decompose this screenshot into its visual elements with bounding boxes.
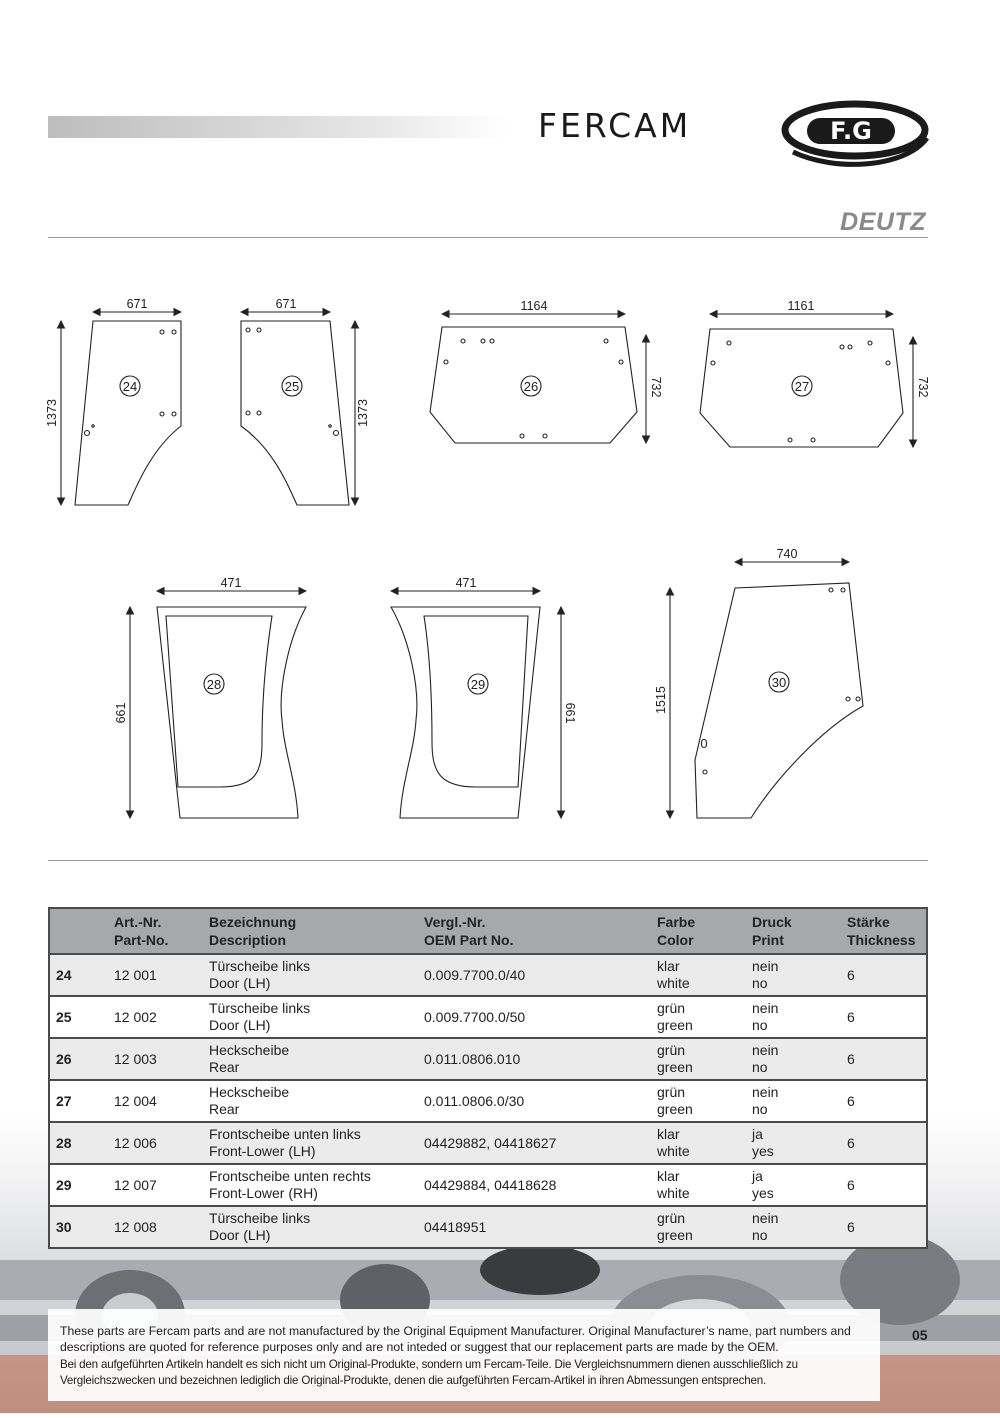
header-description: Bezeichnung Description — [203, 908, 418, 954]
dim-28-height: 661 — [114, 702, 128, 724]
thickness: 6 — [841, 1206, 927, 1248]
dim-25-width: 671 — [275, 297, 297, 311]
part-number: 12 003 — [108, 1038, 203, 1080]
table-row — [49, 1038, 927, 1080]
header-num — [49, 908, 108, 954]
dim-29-height: 661 — [563, 702, 577, 724]
brand-title: DEUTZ — [840, 208, 926, 236]
row-number: 24 — [49, 954, 108, 996]
color: grün green — [651, 996, 746, 1038]
part-number: 12 001 — [108, 954, 203, 996]
oem-number: 04429882, 04418627 — [418, 1122, 651, 1164]
page-number: 05 — [912, 1327, 928, 1343]
table-header-row — [49, 908, 927, 954]
label-27: 27 — [794, 379, 810, 394]
dim-30-height: 1515 — [654, 686, 668, 714]
thickness: 6 — [841, 1164, 927, 1206]
row-number: 29 — [49, 1164, 108, 1206]
dim-26-width: 1164 — [520, 299, 548, 313]
logo-text: FERCAM — [538, 106, 692, 145]
description: Frontscheibe unten rechts Front-Lower (RH) — [203, 1164, 418, 1206]
oem-number: 04429884, 04418628 — [418, 1164, 651, 1206]
header-thickness: Stärke Thickness — [841, 908, 927, 954]
mark-30: 0 — [700, 736, 708, 751]
oem-number: 04418951 — [418, 1206, 651, 1248]
disclaimer-english: These parts are Fercam parts and are not manufactured by the Original Equipment Manufacturer. Original Manufacturer’s name, part numbers and descriptions are quoted for reference purposes only and are not inteded or suggest that our replacement parts are made by the OEM. — [60, 1324, 851, 1354]
print: nein no — [746, 1080, 841, 1122]
part-number: 12 006 — [108, 1122, 203, 1164]
table-row — [49, 1164, 927, 1206]
color: klar white — [651, 1164, 746, 1206]
row-number: 26 — [49, 1038, 108, 1080]
label-28: 28 — [206, 677, 222, 692]
thickness: 6 — [841, 1038, 927, 1080]
description: Heckscheibe Rear — [203, 1038, 418, 1080]
dim-24-height: 1373 — [45, 399, 59, 427]
dim-25-height: 1373 — [356, 399, 370, 427]
label-29: 29 — [470, 677, 486, 692]
label-26: 26 — [523, 379, 539, 394]
header-print: Druck Print — [746, 908, 841, 954]
color: grün green — [651, 1038, 746, 1080]
part-number: 12 008 — [108, 1206, 203, 1248]
header-oem: Vergl.-Nr. OEM Part No. — [418, 908, 651, 954]
dim-24-width: 671 — [126, 297, 148, 311]
disclaimer-box — [48, 1309, 880, 1401]
dim-27-width: 1161 — [787, 299, 815, 313]
oem-number: 0.009.7700.0/50 — [418, 996, 651, 1038]
disclaimer-german: Bei den aufgeführten Artikeln handelt es sich nicht um Original-Produkte, sondern um Fercam-Teile. Die Vergleichsnummern dienen ausschließlich zu Vergleichszwecken und bezeichnen lediglich die Original-Produkte, denen die aufgeführten Fercam-Artikel in ihren Abmessungen entsprechen. — [60, 1358, 798, 1387]
print: nein no — [746, 954, 841, 996]
part-number: 12 007 — [108, 1164, 203, 1206]
part-number: 12 002 — [108, 996, 203, 1038]
table-row — [49, 1080, 927, 1122]
color: klar white — [651, 954, 746, 996]
label-30: 30 — [771, 675, 787, 690]
print: nein no — [746, 1038, 841, 1080]
dim-26-height: 732 — [649, 376, 663, 398]
thickness: 6 — [841, 996, 927, 1038]
section-rule — [48, 860, 928, 861]
logo-badge: F.G — [830, 117, 872, 145]
oem-number: 0.011.0806.010 — [418, 1038, 651, 1080]
header-color: Farbe Color — [651, 908, 746, 954]
row-number: 27 — [49, 1080, 108, 1122]
row-number: 30 — [49, 1206, 108, 1248]
table-row — [49, 1206, 927, 1248]
description: Frontscheibe unten links Front-Lower (LH) — [203, 1122, 418, 1164]
header-part-no: Art.-Nr. Part-No. — [108, 908, 203, 954]
oem-number: 0.009.7700.0/40 — [418, 954, 651, 996]
label-24: 24 — [122, 379, 138, 394]
label-25: 25 — [284, 379, 300, 394]
color: grün green — [651, 1206, 746, 1248]
part-number: 12 004 — [108, 1080, 203, 1122]
oem-number: 0.011.0806.0/30 — [418, 1080, 651, 1122]
dim-30-width: 740 — [776, 547, 798, 561]
description: Türscheibe links Door (LH) — [203, 996, 418, 1038]
table-row — [49, 954, 927, 996]
print: nein no — [746, 1206, 841, 1248]
print: nein no — [746, 996, 841, 1038]
thickness: 6 — [841, 954, 927, 996]
description: Türscheibe links Door (LH) — [203, 1206, 418, 1248]
row-number: 25 — [49, 996, 108, 1038]
dim-27-height: 732 — [916, 376, 930, 398]
print: ja yes — [746, 1122, 841, 1164]
description: Heckscheibe Rear — [203, 1080, 418, 1122]
color: grün green — [651, 1080, 746, 1122]
print: ja yes — [746, 1164, 841, 1206]
row-number: 28 — [49, 1122, 108, 1164]
parts-table — [48, 907, 928, 1249]
color: klar white — [651, 1122, 746, 1164]
thickness: 6 — [841, 1080, 927, 1122]
description: Türscheibe links Door (LH) — [203, 954, 418, 996]
thickness: 6 — [841, 1122, 927, 1164]
dim-29-width: 471 — [455, 576, 477, 590]
table-row — [49, 1122, 927, 1164]
dim-28-width: 471 — [220, 576, 242, 590]
table-row — [49, 996, 927, 1038]
